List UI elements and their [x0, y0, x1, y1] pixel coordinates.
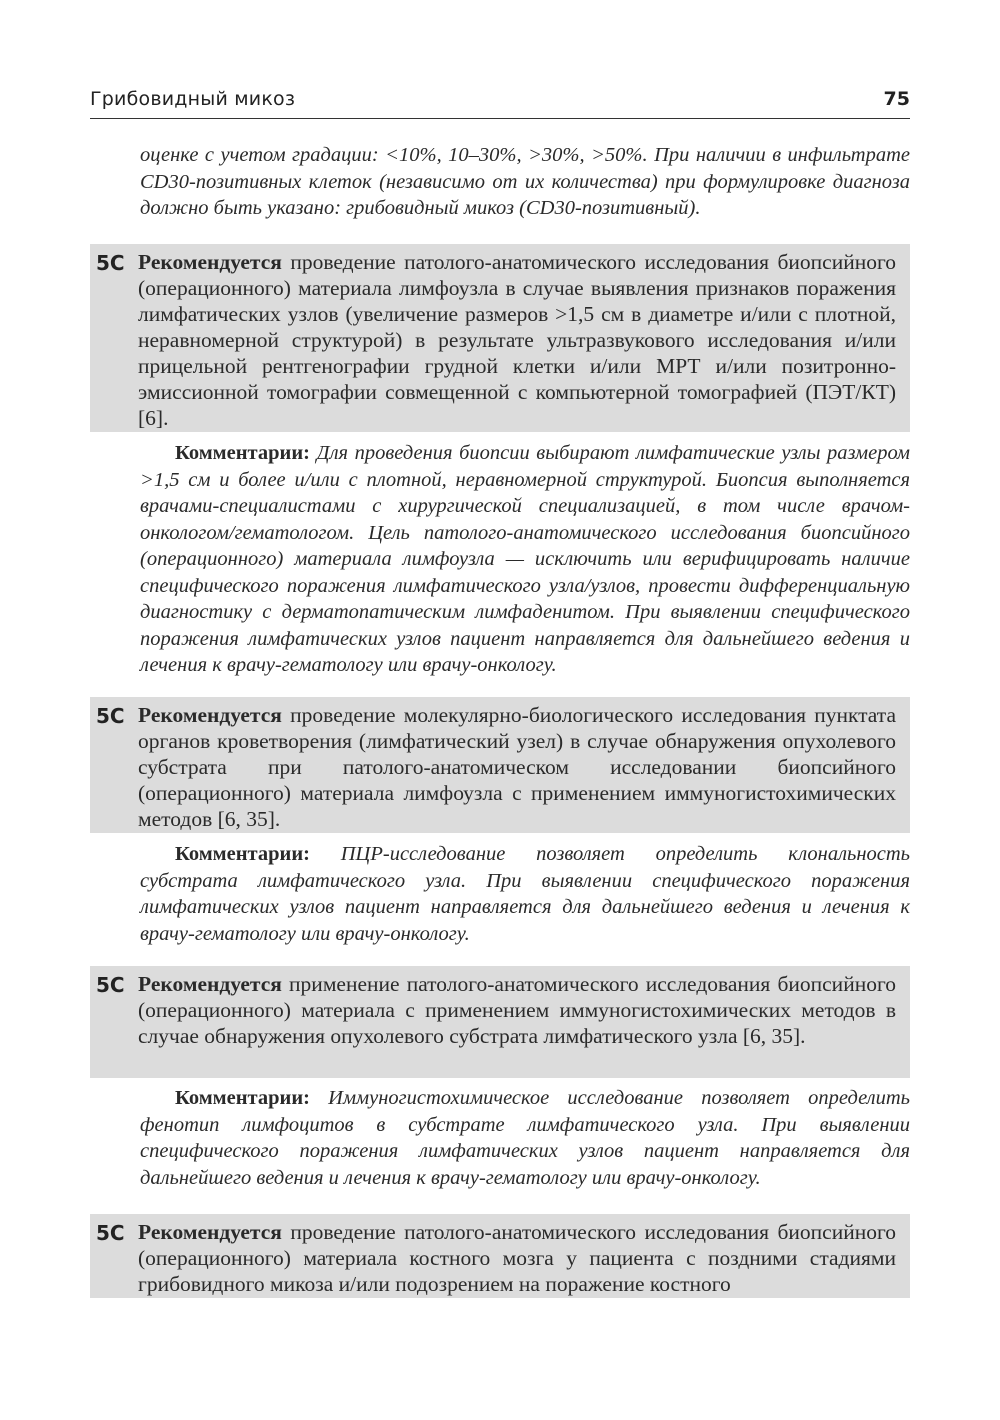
recommendation-lead: Рекомендуется — [138, 972, 282, 996]
comment-text: Иммуногистохимическое исследование позволяет определить фенотип лимфоцитов в субстрате лимфатического узла. При выявлении специфического поражения лимфатических узлов пациент направляется для дальнейшего ведения и лечения к врачу-гематологу или врачу-онкологу. — [140, 1087, 910, 1189]
evidence-level: 5С — [96, 251, 125, 275]
recommendation-lead: Рекомендуется — [138, 250, 282, 274]
recommendation-lead: Рекомендуется — [138, 703, 282, 727]
comment-label: Комментарии: — [175, 843, 310, 865]
recommendation-text — [138, 697, 896, 839]
evidence-level: 5С — [96, 704, 125, 728]
recommendation-block — [90, 1214, 910, 1298]
recommendation-body: проведение молекулярно-биологического исследования пунктата органов кроветворения (лимфатический узел) в случае обнаружения опухолевого субстрата при патолого-анатомическом исследовании биопсийного (операционного) материала лимфоузла с применением иммуногистохимических методов [6, 35]. — [138, 703, 896, 831]
recommendation-block — [90, 966, 910, 1078]
comment-block — [140, 1085, 910, 1191]
comment-block — [140, 841, 910, 947]
recommendation-block — [90, 697, 910, 833]
recommendation-block — [90, 244, 910, 432]
comment-text: ПЦР-исследование позволяет определить клональность субстрата лимфатического узла. При выявлении специфического поражения лимфатических узлов пациент направляется для дальнейшего ведения и лечения к врачу-гематологу или врачу-онкологу. — [140, 843, 910, 945]
recommendation-text — [138, 244, 896, 438]
evidence-level: 5С — [96, 1221, 125, 1245]
comment-block — [140, 440, 910, 679]
intro-text: оценке с учетом градации: <10%, 10–30%, >30%, >50%. При наличии в инфильтрате CD30-позитивных клеток (независимо от их количества) при формулировке диагноза должно быть указано: грибовидный микоз (CD30-позитивный). — [140, 144, 910, 219]
recommendation-body: применение патолого-анатомического исследования биопсийного (операционного) материала с применением иммуногистохимических методов в случае обнаружения опухолевого субстрата лимфатического узла [6, 35]. — [138, 972, 896, 1048]
recommendation-body: проведение патолого-анатомического исследования биопсийного (операционного) материала костного мозга у пациента с поздними стадиями грибовидного микоза и/или подозрением на поражение костного — [138, 1220, 896, 1296]
recommendation-body: проведение патолого-анатомического исследования биопсийного (операционного) материала лимфоузла в случае выявления признаков поражения лимфатических узлов (увеличение размеров >1,5 см в диаметре и/или с плотной, неравномерной структурой) в результате ультразвукового исследования и/или прицельной рентгенографии грудной клетки и/или МРТ и/или позитронно-эмиссионной томографии совмещенной с компьютерной томографией (ПЭТ/КТ) [6]. — [138, 250, 896, 430]
comment-label: Комментарии: — [175, 442, 310, 464]
recommendation-text — [138, 966, 896, 1056]
intro-paragraph — [140, 142, 910, 222]
recommendation-lead: Рекомендуется — [138, 1220, 282, 1244]
evidence-level: 5С — [96, 973, 125, 997]
comment-text: Для проведения биопсии выбирают лимфатические узлы размером >1,5 см и более и/или с плотной, неравномерной структурой. Биопсия выполняется врачами-специалистами с хирургической специализацией, в том числе врачом-онкологом/гематологом. Цель патолого-анатомического исследования биопсийного (операционного) материала лимфоузла — исключить или верифицировать наличие специфического поражения лимфатического узла/узлов, провести дифференциальную диагностику с дерматопатическим лимфаденитом. При выявлении специфического поражения лимфатических узлов пациент направляется для дальнейшего ведения и лечения к врачу-гематологу или врачу-онкологу. — [140, 442, 910, 676]
recommendation-text — [138, 1214, 896, 1304]
page-number: 75 — [883, 88, 910, 110]
running-title: Грибовидный микоз — [90, 88, 296, 110]
comment-label: Комментарии: — [175, 1087, 310, 1109]
page-header — [90, 88, 910, 119]
